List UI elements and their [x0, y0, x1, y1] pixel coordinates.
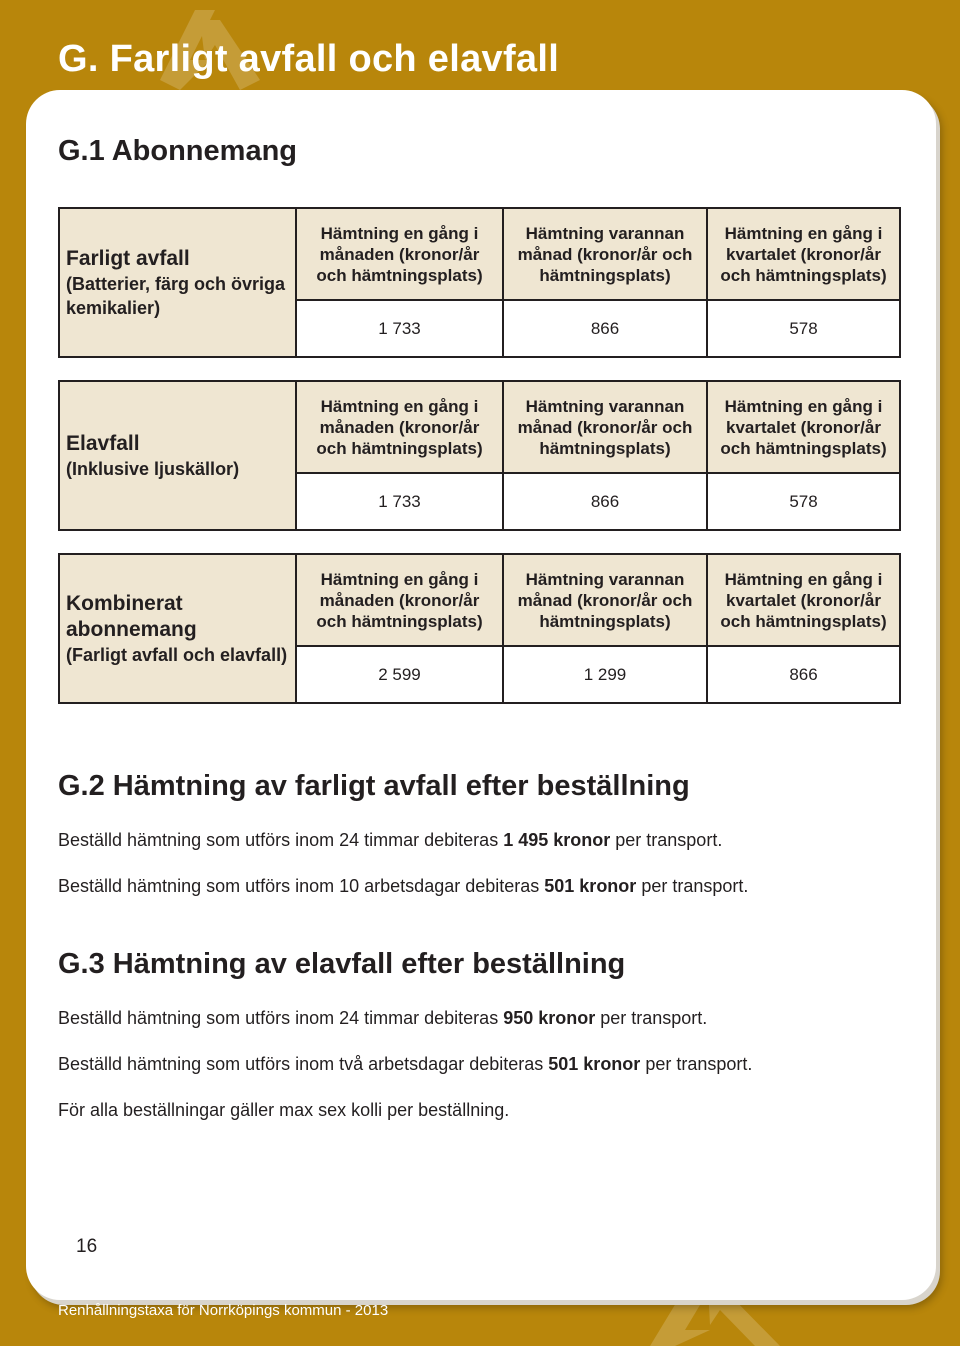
category-description: (Farligt avfall och elavfall) — [66, 644, 288, 665]
category-cell — [60, 382, 297, 529]
price-bimonthly: 1 299 — [504, 647, 708, 702]
page-title: G. Farligt avfall och elavfall — [58, 38, 560, 80]
column-header-bimonthly: Hämtning varannan månad (kronor/år och hämtningsplats) — [504, 382, 708, 474]
category-name: Elavfall — [66, 431, 140, 455]
section-heading-g3: G.3 Hämtning av elavfall efter beställning — [58, 948, 626, 980]
price-highlight: 950 kronor — [503, 1008, 596, 1028]
section-heading-g1: G.1 Abonnemang — [58, 135, 297, 167]
text: Beställd hämtning som utförs inom 10 arbetsdagar debiteras — [58, 876, 545, 896]
subscription-table-kombinerat — [58, 553, 901, 704]
column-header-quarterly: Hämtning en gång i kvartalet (kronor/år och hämtningsplats) — [708, 555, 899, 647]
category-name: Kombinerat abonnemang — [66, 591, 197, 641]
price-highlight: 501 kronor — [548, 1054, 641, 1074]
paragraph-g3-2days — [58, 1054, 752, 1075]
page-number: 16 — [76, 1236, 98, 1257]
price-monthly: 1 733 — [297, 474, 504, 529]
price-highlight: 501 kronor — [544, 876, 637, 896]
price-quarterly: 866 — [708, 647, 899, 702]
category-description: (Batterier, färg och övriga kemikalier) — [66, 273, 286, 318]
price-quarterly: 578 — [708, 301, 899, 356]
price-bimonthly: 866 — [504, 474, 708, 529]
section-heading-g2: G.2 Hämtning av farligt avfall efter beställning — [58, 770, 690, 802]
footer-text: Renhållningstaxa för Norrköpings kommun - 2013 — [58, 1302, 389, 1319]
price-quarterly: 578 — [708, 474, 899, 529]
category-name: Farligt avfall — [66, 246, 190, 270]
category-description: (Inklusive ljuskällor) — [66, 458, 240, 479]
text: Beställd hämtning som utförs inom två arbetsdagar debiteras — [58, 1054, 549, 1074]
column-header-bimonthly: Hämtning varannan månad (kronor/år och hämtningsplats) — [504, 209, 708, 301]
price-monthly: 2 599 — [297, 647, 504, 702]
column-header-bimonthly: Hämtning varannan månad (kronor/år och hämtningsplats) — [504, 555, 708, 647]
paragraph-g3-kolli: För alla beställningar gäller max sex kolli per beställning. — [58, 1100, 510, 1120]
text: Beställd hämtning som utförs inom 24 timmar debiteras — [58, 1008, 504, 1028]
category-cell — [60, 555, 297, 702]
paragraph-g3-24h — [58, 1008, 707, 1029]
price-highlight: 1 495 kronor — [503, 830, 611, 850]
column-header-monthly: Hämtning en gång i månaden (kronor/år och hämtningsplats) — [297, 209, 504, 301]
text: per transport. — [636, 876, 749, 896]
text: per transport. — [595, 1008, 708, 1028]
text: Beställd hämtning som utförs inom 24 timmar debiteras — [58, 830, 504, 850]
category-cell — [60, 209, 297, 356]
price-monthly: 1 733 — [297, 301, 504, 356]
price-bimonthly: 866 — [504, 301, 708, 356]
subscription-table-elavfall — [58, 380, 901, 531]
column-header-monthly: Hämtning en gång i månaden (kronor/år och hämtningsplats) — [297, 555, 504, 647]
column-header-quarterly: Hämtning en gång i kvartalet (kronor/år och hämtningsplats) — [708, 382, 899, 474]
column-header-monthly: Hämtning en gång i månaden (kronor/år och hämtningsplats) — [297, 382, 504, 474]
paragraph-g2-10days — [58, 876, 748, 897]
paragraph-g2-24h — [58, 830, 722, 851]
text: per transport. — [610, 830, 723, 850]
text: per transport. — [640, 1054, 753, 1074]
column-header-quarterly: Hämtning en gång i kvartalet (kronor/år och hämtningsplats) — [708, 209, 899, 301]
subscription-table-farligt-avfall — [58, 207, 901, 358]
